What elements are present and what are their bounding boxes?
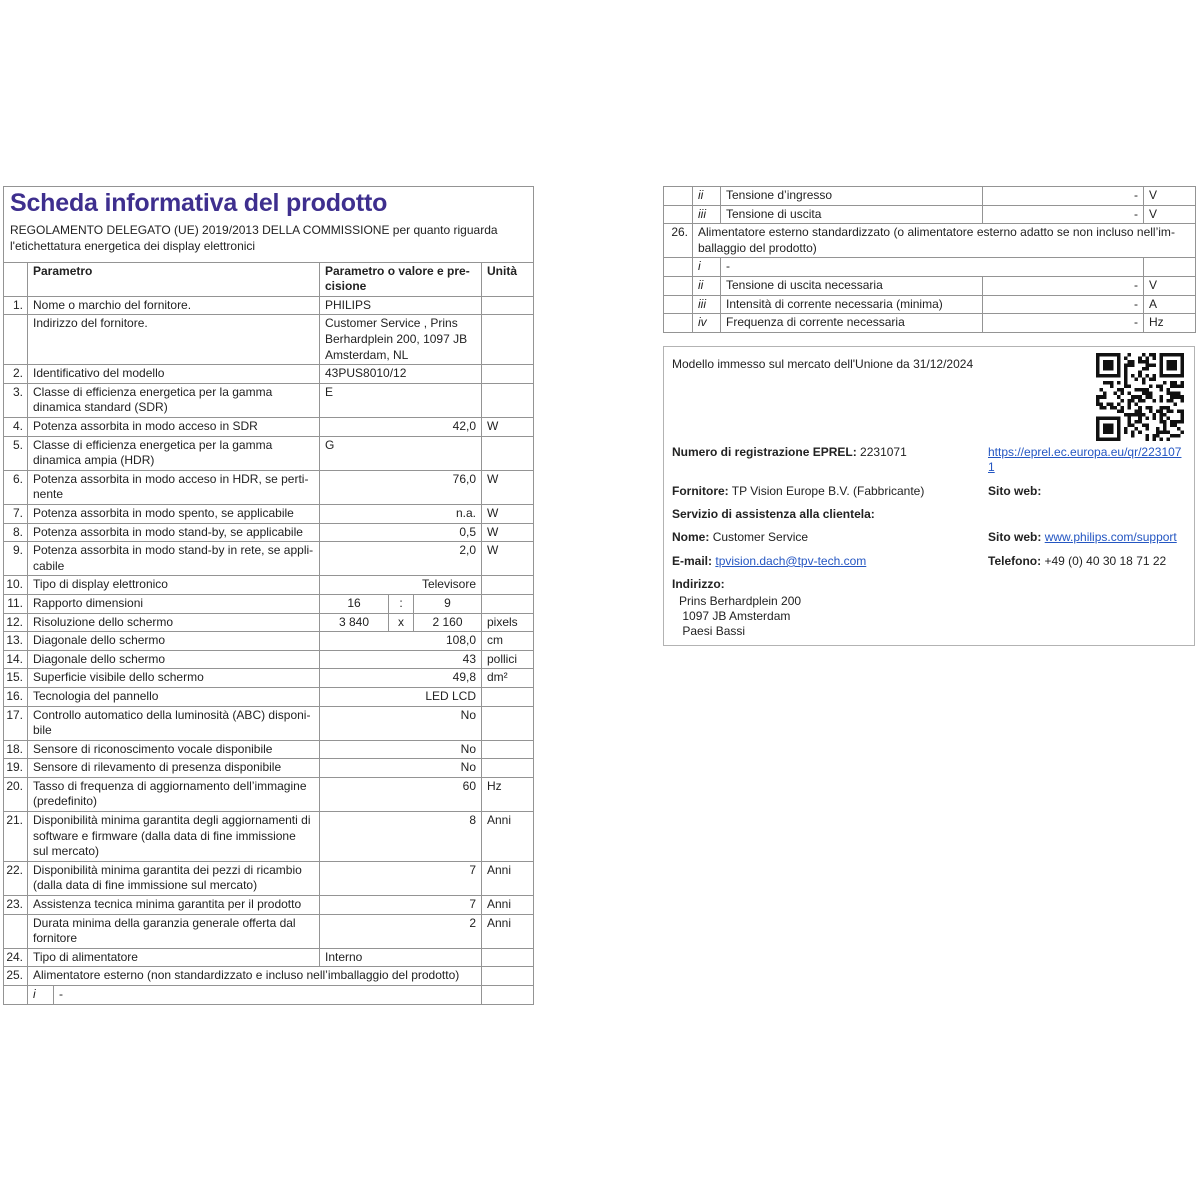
column-header-parameter: Parametro (28, 262, 320, 296)
cell-value: No (320, 706, 482, 740)
cell-number: 14. (4, 650, 28, 669)
cell-label: Sensore di rilevamento di presenza disponibile (28, 759, 320, 778)
cell-unit (482, 740, 534, 759)
cell-value: - (983, 276, 1144, 295)
cell-label: Risoluzione dello schermo (28, 613, 320, 632)
cell-unit (482, 986, 534, 1005)
name-label: Nome: (672, 530, 710, 545)
cell-unit: cm (482, 632, 534, 651)
cell-value: G (320, 436, 482, 470)
table-row (4, 418, 534, 437)
cell-value: LED LCD (320, 687, 482, 706)
cell-number: 16. (4, 687, 28, 706)
cell-value-a: 16 (320, 594, 389, 613)
phone-value: +49 (0) 40 30 18 71 22 (1044, 553, 1167, 568)
cell-value: 7 (320, 861, 482, 895)
cell-label: Diagonale dello schermo (28, 650, 320, 669)
cell-number: 18. (4, 740, 28, 759)
cell-value-sep: : (389, 594, 414, 613)
cell-number: 2. (4, 365, 28, 384)
cell-number (664, 258, 693, 277)
regulation-subtitle: REGOLAMENTO DELEGATO (UE) 2019/2013 DELLA COMMISSIONE per quanto riguarda l'etichettatura energetica dei display elettronici (10, 222, 498, 253)
cell-label: Potenza assorbita in modo spento, se applicabile (28, 504, 320, 523)
cell-value: 7 (320, 896, 482, 915)
cell-unit: Anni (482, 812, 534, 862)
cell-label: Tensione di uscita necessaria (721, 276, 983, 295)
cell-number (664, 276, 693, 295)
table-row (4, 967, 534, 986)
table-row (664, 258, 1196, 277)
cell-number (4, 914, 28, 948)
cell-unit: W (482, 542, 534, 576)
cell-value: Televisore (320, 576, 482, 595)
cell-number: 20. (4, 777, 28, 811)
cell-label: Identificativo del modello (28, 365, 320, 384)
cell-value: 42,0 (320, 418, 482, 437)
document-header-cell (4, 187, 534, 263)
cell-value-b: 2 160 (414, 613, 482, 632)
cell-number (664, 295, 693, 314)
cell-unit: W (482, 470, 534, 504)
cell-label: Diagonale dello schermo (28, 632, 320, 651)
market-info-box (663, 346, 1195, 646)
cell-number (664, 314, 693, 333)
email-label: E-mail: (672, 553, 713, 568)
phone-label: Telefono: (988, 553, 1042, 568)
cell-unit (482, 315, 534, 365)
page-title: Scheda informativa del prodotto (10, 189, 388, 217)
supplier-value: TP Vision Europe B.V. (Fabbricante) (731, 483, 925, 498)
cell-value: PHILIPS (320, 296, 482, 315)
cell-unit (482, 383, 534, 417)
cell-value: n.a. (320, 504, 482, 523)
cell-value: E (320, 383, 482, 417)
cell-value: - (983, 314, 1144, 333)
cell-number: 5. (4, 436, 28, 470)
cell-value: - (983, 187, 1144, 206)
cell-label: Tensione d’ingresso (721, 187, 983, 206)
cell-value: - (983, 205, 1144, 224)
cell-label: Frequenza di corrente necessaria (721, 314, 983, 333)
eprel-number: 2231071 (860, 445, 907, 459)
cell-unit: Hz (482, 777, 534, 811)
cell-sub-number: ii (693, 187, 721, 206)
cell-number: 11. (4, 594, 28, 613)
supplier-label: Fornitore: (672, 483, 729, 498)
cell-number: 24. (4, 948, 28, 967)
cell-unit (482, 759, 534, 778)
cell-unit: Anni (482, 861, 534, 895)
cell-sub-number: i (693, 258, 721, 277)
cell-unit: V (1144, 276, 1196, 295)
cell-value-b: 9 (414, 594, 482, 613)
cell-sub-number: ii (693, 276, 721, 295)
cell-sub-number: iii (693, 205, 721, 224)
cell-label: Assistenza tecnica minima garantita per il prodotto (28, 896, 320, 915)
cell-unit (482, 296, 534, 315)
cell-value: 0,5 (320, 523, 482, 542)
cell-unit (482, 706, 534, 740)
cell-number (4, 986, 28, 1005)
cell-label: Controllo automatico della luminosità (ABC) disponibile (28, 706, 320, 740)
cell-unit (482, 365, 534, 384)
cell-unit (1144, 258, 1196, 277)
table-row (4, 687, 534, 706)
name-value: Customer Service (712, 530, 809, 545)
cell-number: 8. (4, 523, 28, 542)
qr-code (1096, 353, 1184, 441)
cell-number: 4. (4, 418, 28, 437)
table-row (4, 542, 534, 576)
cell-unit: Anni (482, 896, 534, 915)
table-row (4, 740, 534, 759)
cell-unit: Hz (1144, 314, 1196, 333)
cell-label: Potenza assorbita in modo acceso in SDR (28, 418, 320, 437)
cell-value-a: 3 840 (320, 613, 389, 632)
cell-label: Potenza assorbita in modo acceso in HDR, se pertinente (28, 470, 320, 504)
table-row (4, 896, 534, 915)
product-parameters-table (3, 186, 534, 1005)
cell-label: Tensione di uscita (721, 205, 983, 224)
cell-number: 9. (4, 542, 28, 576)
table-row (664, 276, 1196, 295)
cell-unit: Anni (482, 914, 534, 948)
cell-value: 2 (320, 914, 482, 948)
cell-label: Potenza assorbita in modo stand-by in rete, se applicabile (28, 542, 320, 576)
cell-number: 7. (4, 504, 28, 523)
cell-label: Indirizzo del fornitore. (28, 315, 320, 365)
table-row (4, 470, 534, 504)
cell-unit (482, 687, 534, 706)
cell-number: 17. (4, 706, 28, 740)
cell-unit (482, 436, 534, 470)
table-row (4, 296, 534, 315)
cell-label: Classe di efficienza energetica per la gamma dinamica ampia (HDR) (28, 436, 320, 470)
cell-label: Disponibilità minima garantita degli aggiornamenti di software e firmware (dalla data di fine immissione sul mercato) (28, 812, 320, 862)
cell-unit: V (1144, 205, 1196, 224)
cell-value-sep: x (389, 613, 414, 632)
column-header-value: Parametro o valore e precisione (320, 262, 482, 296)
table-row (4, 436, 534, 470)
table-row (4, 650, 534, 669)
eprel-row (672, 445, 1186, 476)
supplier-row (672, 484, 1186, 499)
website-label: Sito web: (988, 483, 1042, 498)
cell-unit: V (1144, 187, 1196, 206)
cell-label: Rapporto dimensioni (28, 594, 320, 613)
table-row (4, 594, 534, 613)
cell-unit (482, 967, 534, 986)
cell-unit: W (482, 504, 534, 523)
name-row (672, 530, 1186, 545)
cell-label: Disponibilità minima garantita dei pezzi di ricambio (dalla data di fine immissione sul mercato) (28, 861, 320, 895)
parameter-rows (4, 296, 534, 1004)
cell-value: No (320, 740, 482, 759)
cell-value: - (54, 986, 482, 1005)
cell-number (664, 187, 693, 206)
cell-label: Tipo di display elettronico (28, 576, 320, 595)
cell-label: Intensità di corrente necessaria (minima) (721, 295, 983, 314)
header-empty-cell (4, 262, 28, 296)
cell-value: 8 (320, 812, 482, 862)
email-row (672, 554, 1186, 569)
table-row (4, 777, 534, 811)
table-row (4, 986, 534, 1005)
cell-number: 6. (4, 470, 28, 504)
cell-number: 23. (4, 896, 28, 915)
cell-label-span: Alimentatore esterno (non standardizzato e incluso nell’imballaggio del prodotto) (28, 967, 482, 986)
email-link[interactable]: tpvision.dach@tpv-tech.com (715, 553, 867, 568)
cell-unit (482, 948, 534, 967)
cell-label: Classe di efficienza energetica per la gamma dinamica standard (SDR) (28, 383, 320, 417)
cell-label: Sensore di riconoscimento vocale disponibile (28, 740, 320, 759)
cell-unit: W (482, 523, 534, 542)
table-row (4, 948, 534, 967)
table-row (4, 669, 534, 688)
table-row (4, 706, 534, 740)
cell-unit: W (482, 418, 534, 437)
table-row (4, 576, 534, 595)
cell-value: Interno (320, 948, 482, 967)
table-row (4, 861, 534, 895)
support-site-link[interactable]: www.philips.com/support (1044, 530, 1177, 545)
cell-number: 21. (4, 812, 28, 862)
table-row (4, 504, 534, 523)
address-lines: Prins Berhardplein 200 1097 JB Amsterdam Paesi Bassi (679, 593, 802, 639)
cell-sub-number: iii (693, 295, 721, 314)
cell-number (4, 315, 28, 365)
table-row (4, 632, 534, 651)
address-heading: Indirizzo: (672, 577, 725, 592)
cell-number: 15. (4, 669, 28, 688)
cell-label-span: Alimentatore esterno standardizzato (o alimentatore esterno adatto se non incluso nell’imballaggio del prodotto) (693, 224, 1196, 258)
cell-label: Nome o marchio del fornitore. (28, 296, 320, 315)
cell-value: 2,0 (320, 542, 482, 576)
cell-unit: dm² (482, 669, 534, 688)
cell-value: 43 (320, 650, 482, 669)
table-row (664, 187, 1196, 206)
table-row (4, 523, 534, 542)
table-row (664, 205, 1196, 224)
cell-unit (482, 576, 534, 595)
table-row (4, 365, 534, 384)
customer-service-heading: Servizio di assistenza alla clientela: (672, 507, 875, 522)
table-row (4, 613, 534, 632)
column-header-unit: Unità (482, 262, 534, 296)
table-row (4, 914, 534, 948)
cell-unit: pollici (482, 650, 534, 669)
cell-value: 76,0 (320, 470, 482, 504)
cell-label: Tipo di alimentatore (28, 948, 320, 967)
cell-number: 13. (4, 632, 28, 651)
table-row (664, 224, 1196, 258)
cell-value: Customer Service , Prins Berhardplein 200, 1097 JB Amsterdam, NL (320, 315, 482, 365)
continuation-rows (664, 187, 1196, 333)
table-row (4, 759, 534, 778)
cell-sub-number: iv (693, 314, 721, 333)
cell-value: No (320, 759, 482, 778)
table-row (664, 314, 1196, 333)
cell-number: 22. (4, 861, 28, 895)
market-date-text: Modello immesso sul mercato dell'Unione da 31/12/2024 (672, 357, 974, 371)
cell-number: 1. (4, 296, 28, 315)
cell-number: 19. (4, 759, 28, 778)
cell-number: 25. (4, 967, 28, 986)
cell-label: Tecnologia del pannello (28, 687, 320, 706)
table-row (664, 295, 1196, 314)
cell-value: 60 (320, 777, 482, 811)
cell-value: 49,8 (320, 669, 482, 688)
cell-unit: pixels (482, 613, 534, 632)
cell-number: 26. (664, 224, 693, 258)
table-row (4, 315, 534, 365)
cell-value: - (721, 258, 1144, 277)
cell-number: 12. (4, 613, 28, 632)
cell-value: 43PUS8010/12 (320, 365, 482, 384)
cell-sub-number: i (28, 986, 54, 1005)
cell-value: - (983, 295, 1144, 314)
cell-number: 3. (4, 383, 28, 417)
eprel-label: Numero di registrazione EPREL: (672, 445, 857, 459)
cell-number: 10. (4, 576, 28, 595)
cell-value: 108,0 (320, 632, 482, 651)
cell-label: Durata minima della garanzia generale offerta dal fornitore (28, 914, 320, 948)
continuation-table (663, 186, 1196, 333)
eprel-link[interactable]: https://eprel.ec.europa.eu/qr/2231071 (988, 445, 1182, 475)
cell-label: Tasso di frequenza di aggiornamento dell’immagine (predefinito) (28, 777, 320, 811)
cell-label: Superficie visibile dello schermo (28, 669, 320, 688)
cell-unit: A (1144, 295, 1196, 314)
support-site-label: Sito web: (988, 530, 1042, 545)
cell-number (664, 205, 693, 224)
table-row (4, 812, 534, 862)
cell-label: Potenza assorbita in modo stand-by, se applicabile (28, 523, 320, 542)
table-row (4, 383, 534, 417)
cell-unit (482, 594, 534, 613)
